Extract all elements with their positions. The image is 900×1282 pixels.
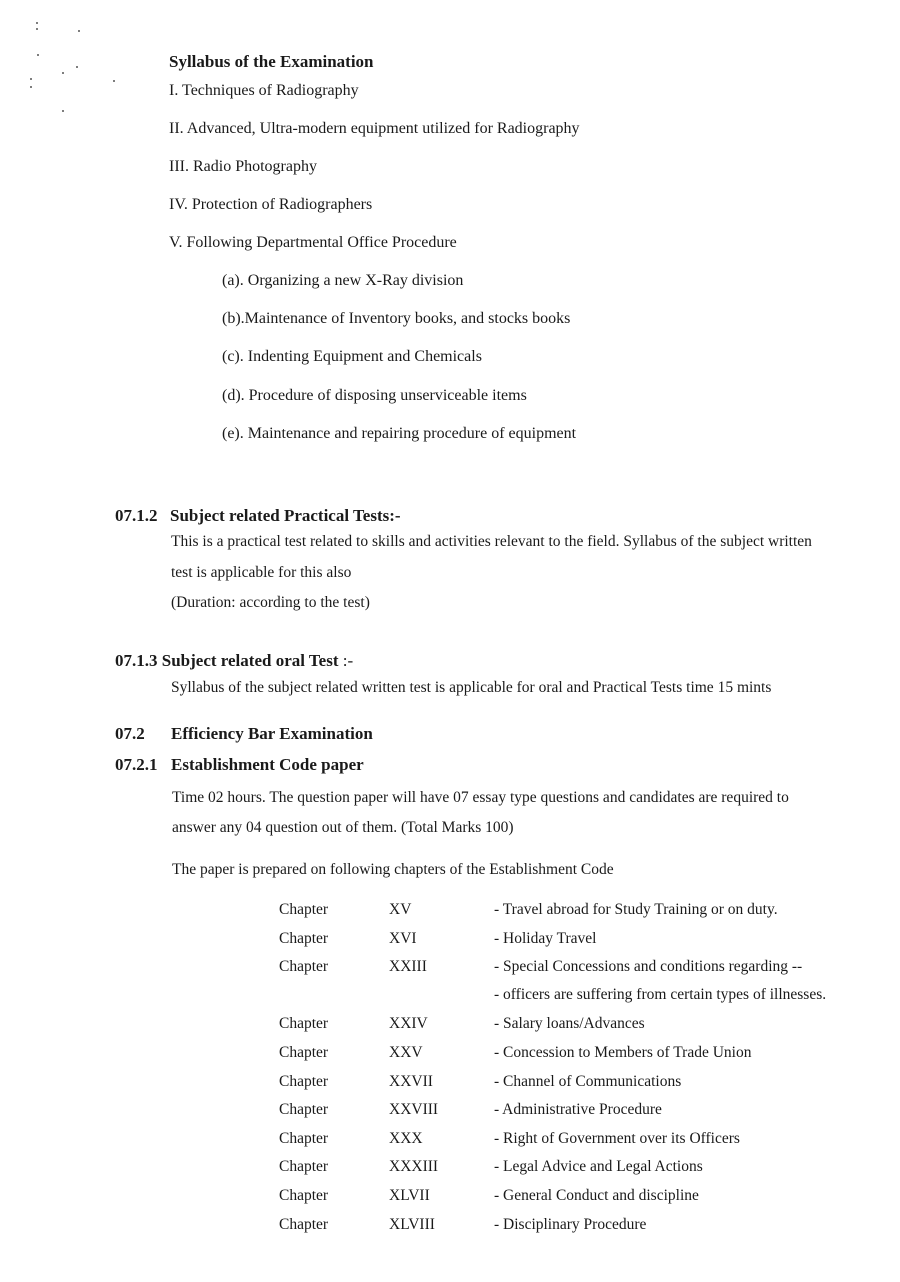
chapter-label: Chapter (279, 1216, 329, 1233)
establishment-number: 07.2.1 (115, 755, 158, 774)
scan-speck (113, 80, 115, 82)
syllabus-subitem: (d). Procedure of disposing unserviceable items (222, 387, 527, 404)
chapter-description: - Salary loans/Advances (494, 1015, 645, 1032)
practical-duration: (Duration: according to the test) (171, 594, 370, 611)
chapter-label: Chapter (279, 930, 329, 947)
chapter-description: - Administrative Procedure (494, 1101, 662, 1118)
oral-heading (115, 651, 353, 671)
chapter-description: - Concession to Members of Trade Union (494, 1044, 752, 1061)
chapter-description: - Holiday Travel (494, 930, 597, 947)
scan-speck (78, 30, 80, 32)
chapter-label: Chapter (279, 1015, 329, 1032)
establishment-title: Establishment Code paper (171, 755, 364, 774)
chapter-description: - Channel of Communications (494, 1073, 682, 1090)
efficiency-number: 07.2 (115, 724, 145, 743)
scan-speck (37, 54, 39, 56)
practical-title: Subject related Practical Tests:- (170, 506, 401, 525)
chapter-number: XXVII (389, 1073, 433, 1090)
scan-speck (62, 72, 64, 74)
scan-speck (30, 86, 32, 88)
chapter-label: Chapter (279, 1073, 329, 1090)
chapter-label: Chapter (279, 901, 329, 918)
oral-number: 07.1.3 (115, 651, 158, 670)
efficiency-title: Efficiency Bar Examination (171, 724, 373, 743)
oral-title: Subject related oral Test (161, 651, 339, 670)
syllabus-item: I. Techniques of Radiography (169, 82, 359, 99)
establishment-text: Time 02 hours. The question paper will have 07 essay type questions and candidates are required to (172, 789, 789, 806)
oral-text: Syllabus of the subject related written test is applicable for oral and Practical Tests time 15 mints (171, 679, 772, 696)
chapter-description: - General Conduct and discipline (494, 1187, 699, 1204)
chapter-description: - Special Concessions and conditions regarding -- (494, 958, 803, 975)
scan-speck (30, 78, 32, 80)
scan-speck (62, 110, 64, 112)
practical-text: This is a practical test related to skills and activities relevant to the field. Syllabus of the subject written (171, 533, 812, 550)
chapter-label: Chapter (279, 958, 329, 975)
syllabus-subitem: (a). Organizing a new X-Ray division (222, 272, 464, 289)
establishment-intro: The paper is prepared on following chapters of the Establishment Code (172, 861, 614, 878)
scan-speck (36, 28, 38, 30)
oral-suffix: :- (338, 651, 354, 670)
chapter-description: - Right of Government over its Officers (494, 1130, 740, 1147)
syllabus-item: IV. Protection of Radiographers (169, 196, 373, 213)
chapter-description: - officers are suffering from certain types of illnesses. (494, 986, 827, 1003)
chapter-description: - Disciplinary Procedure (494, 1216, 647, 1233)
chapter-number: XXVIII (389, 1101, 439, 1118)
chapter-number: XV (389, 901, 412, 918)
chapter-label: Chapter (279, 1158, 329, 1175)
syllabus-heading: Syllabus of the Examination (169, 52, 374, 71)
scan-speck (76, 66, 78, 68)
chapter-label: Chapter (279, 1101, 329, 1118)
chapter-label: Chapter (279, 1187, 329, 1204)
practical-number: 07.1.2 (115, 506, 158, 525)
syllabus-subitem: (e). Maintenance and repairing procedure of equipment (222, 425, 577, 442)
chapter-label: Chapter (279, 1044, 329, 1061)
chapter-number: XXIV (389, 1015, 428, 1032)
syllabus-subitem: (b).Maintenance of Inventory books, and stocks books (222, 310, 571, 327)
chapter-number: XXXIII (389, 1158, 439, 1175)
scan-speck (36, 22, 38, 24)
chapter-description: - Travel abroad for Study Training or on duty. (494, 901, 778, 918)
establishment-text: answer any 04 question out of them. (Total Marks 100) (172, 819, 514, 836)
chapter-number: XXX (389, 1130, 423, 1147)
chapter-number: XLVII (389, 1187, 430, 1204)
chapter-number: XVI (389, 930, 417, 947)
syllabus-item: III. Radio Photography (169, 158, 317, 175)
chapter-label: Chapter (279, 1130, 329, 1147)
chapter-description: - Legal Advice and Legal Actions (494, 1158, 703, 1175)
syllabus-subitem: (c). Indenting Equipment and Chemicals (222, 348, 482, 365)
syllabus-item: II. Advanced, Ultra-modern equipment utilized for Radiography (169, 120, 580, 137)
practical-text: test is applicable for this also (171, 564, 352, 581)
syllabus-item: V. Following Departmental Office Procedure (169, 234, 457, 251)
chapter-number: XXIII (389, 958, 427, 975)
chapter-number: XLVIII (389, 1216, 435, 1233)
chapter-number: XXV (389, 1044, 423, 1061)
